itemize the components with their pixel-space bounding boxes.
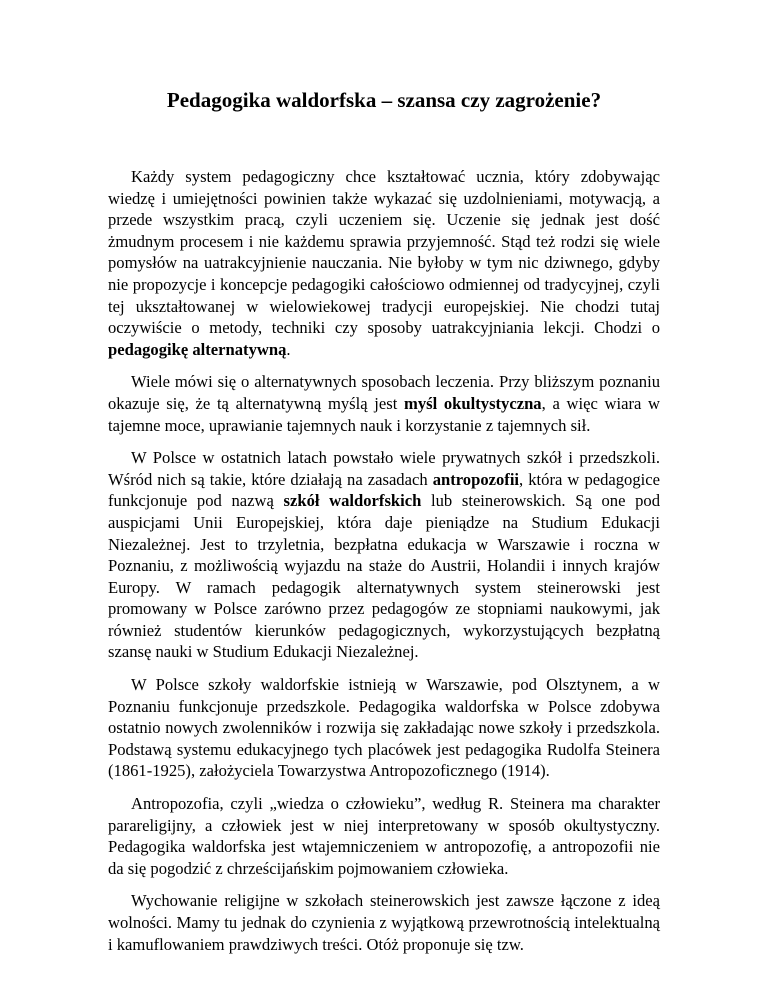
page-title: Pedagogika waldorfska – szansa czy zagrożenie? (166, 88, 602, 112)
paragraph-3-text-a: W Polsce w ostatnich latach powstało wiele prywatnych szkół i przedszkoli. Wśród nich są takie, które działają na zasadach (108, 448, 660, 489)
document-body (108, 166, 660, 966)
paragraph-3 (108, 447, 660, 663)
paragraph-3-bold-term-2: szkół waldorfskich (283, 491, 422, 511)
paragraph-6: Wychowanie religijne w szkołach steinerowskich jest zawsze łączone z ideą wolności. Mamy tu jednak do czynienia z wyjątkową przewrotnością intelektualną i kamuflowaniem prawdziwych treści. Otóż proponuje się tzw. (108, 891, 660, 954)
paragraph-2-bold-term: myśl okultystyczna (404, 393, 542, 413)
paragraph-3-text-c: , która w pedagogice funkcjonuje pod nazwą (108, 469, 660, 511)
paragraph-1-text-c: . (286, 339, 291, 359)
paragraph-1-text-a: Każdy system pedagogiczny chce kształtować ucznia, który zdobywając wiedzę i umiejętności powinien także wykazać się uzdolnieniami, motywacją, a przede wszystkim pracą, czyli uczeniem się. Uczenie się jednak jest dość żmudnym procesem i nie każdemu sprawia przyjemność. Stąd też rodzi się wiele pomysłów na uatrakcyjnienie nauczania. Nie byłoby w tym nic dziwnego, gdyby nie propozycje i koncepcje pedagogiki całościowo odmiennej od tradycyjnej, czyli tej ukształtowanej w wielowiekowej tradycji europejskiej. Nie chodzi tutaj oczywiście o metody, techniki czy sposoby uatrakcyjniania lekcji. Chodzi o (108, 167, 660, 338)
paragraph-1-bold-term: pedagogikę alternatywną (108, 339, 287, 359)
paragraph-3-bold-term-1: antropozofii (432, 469, 520, 489)
paragraph-2-text-a: Wiele mówi się o alternatywnych sposobach leczenia. Przy bliższym poznaniu okazuje się, że tą alternatywną myślą jest (108, 372, 660, 413)
paragraph-4: W Polsce szkoły waldorfskie istnieją w Warszawie, pod Olsztynem, a w Poznaniu funkcjonuje przedszkole. Pedagogika waldorfska w Polsce zdobywa ostatnio nowych zwolenników i rozwija się zakładając nowe szkoły i przedszkola. Podstawą systemu edukacyjnego tych placówek jest pedagogika Rudolfa Steinera (1861-1925), założyciela Towarzystwa Antropozoficznego (1914). (108, 675, 660, 781)
paragraph-2-text-c: , a więc wiara w tajemne moce, uprawianie tajemnych nauk i korzystanie z tajemnych sił. (108, 393, 660, 435)
paragraph-5: Antropozofia, czyli „wiedza o człowieku”, według R. Steinera ma charakter parareligijny, a człowiek jest w niej interpretowany w sposób okultystyczny. Pedagogika waldorfska jest wtajemniczeniem w antropozofię, a antropozofii nie da się pogodzić z chrześcijańskim pojmowaniem człowieka. (108, 794, 660, 878)
paragraph-1 (108, 166, 660, 360)
paragraph-3-text-e: lub steinerowskich. Są one pod auspicjami Unii Europejskiej, która daje pieniądze na Studium Edukacji Niezależnej. Jest to trzyletnia, bezpłatna edukacja w Warszawie i roczna w Poznaniu, z możliwością wyjazdu na staże do Austrii, Holandii i innych krajów Europy. W ramach pedagogik alternatywnych system steinerowski jest promowany w Polsce zarówno przez pedagogów ze stopniami naukowymi, jak również studentów kierunków pedagogicznych, wykorzystujących bezpłatną szansę nauki w Studium Edukacji Niezależnej. (108, 491, 660, 662)
paragraph-2 (108, 371, 660, 436)
